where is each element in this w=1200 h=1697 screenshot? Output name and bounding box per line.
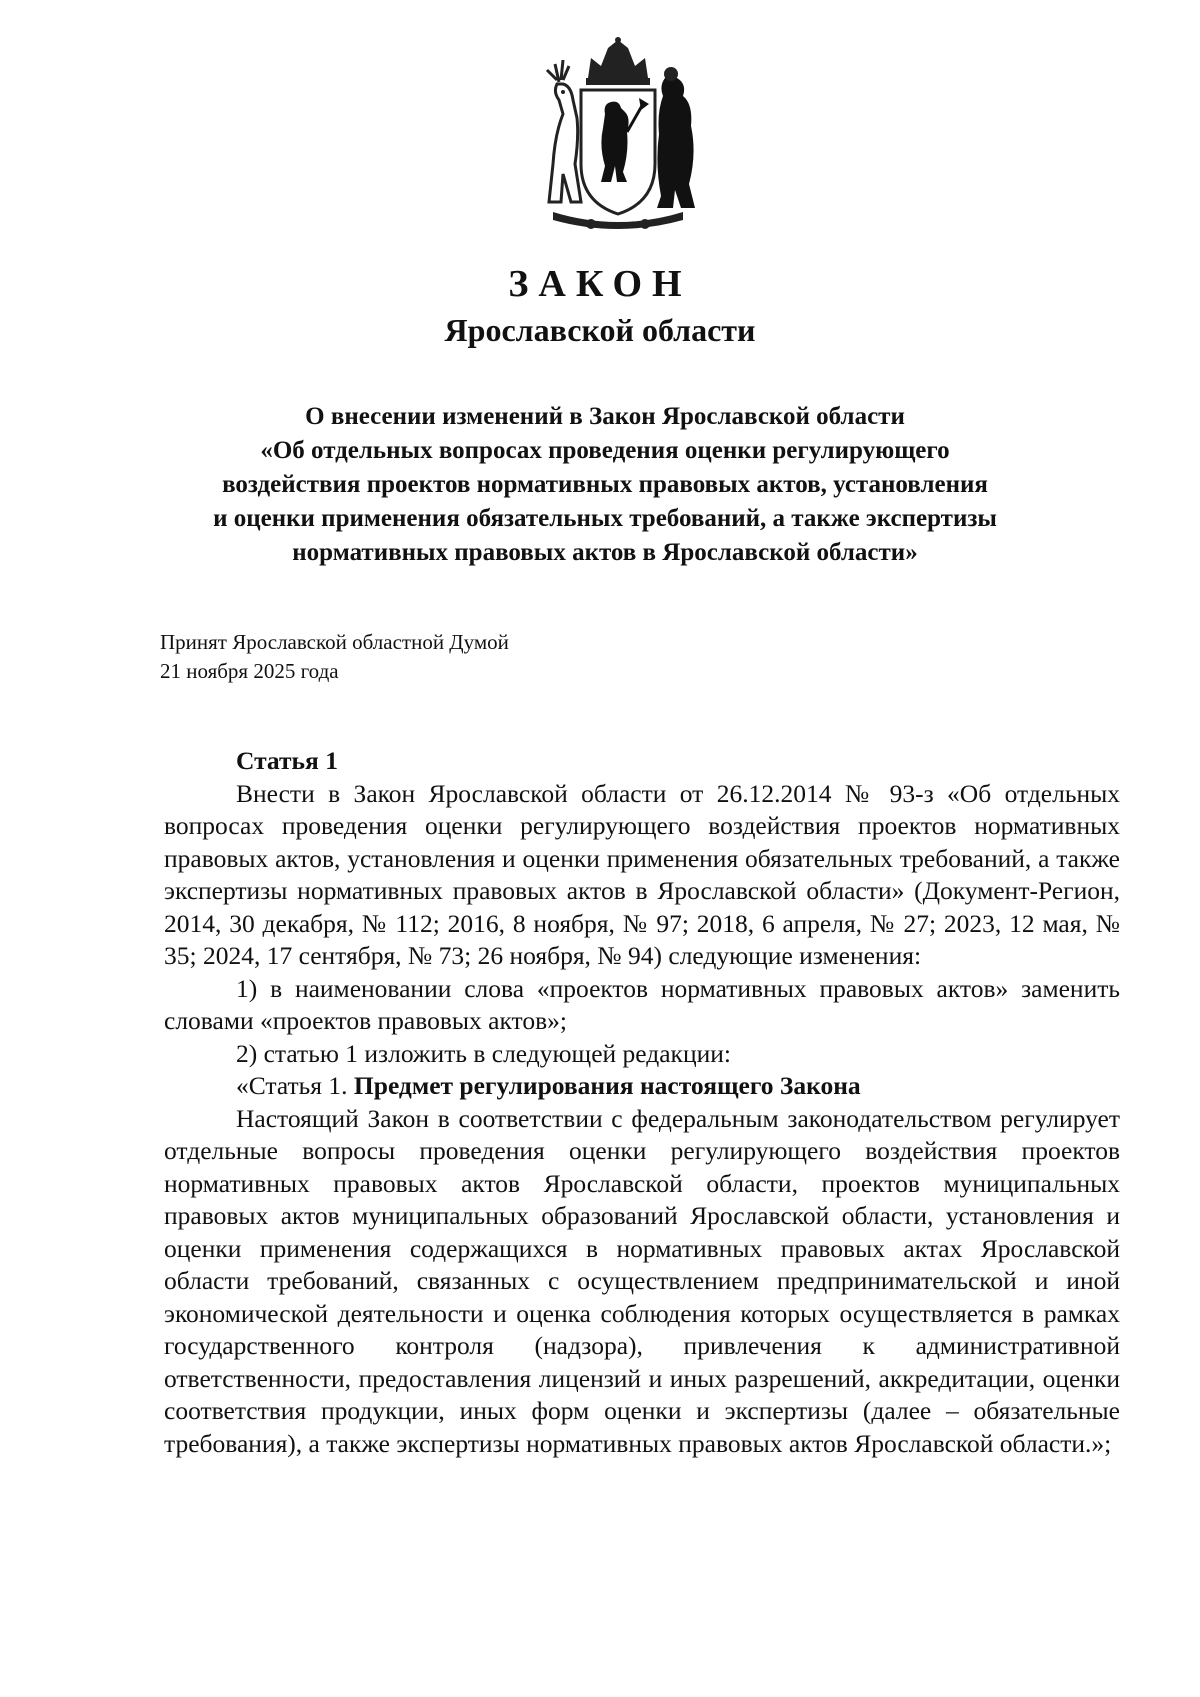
article-1 [164,745,1120,1460]
article-intro-paragraph: Внести в Закон Ярославской области от 26.12.2014 № 93-з «Об отдельных вопросах проведения оценки регулирующего воздействия проектов нормативных правовых актов, установления и оценки применения обязательных требований, а также экспертизы нормативных правовых актов в Ярославской области» (Документ-Регион, 2014, 30 декабря, № 112; 2016, 8 ноября, № 97; 2018, 6 апреля, № 27; 2023, 12 мая, № 35; 2024, 17 сентября, № 73; 26 ноября, № 94) следующие изменения: [164,778,1120,970]
law-title-line: нормативных правовых актов в Ярославской области» [292,539,918,566]
law-title-line: «Об отдельных вопросах проведения оценки регулирующего [260,437,950,464]
law-title [150,400,1060,570]
adoption-note [160,628,509,686]
amendment-item-1: 1) в наименовании слова «проектов нормативных правовых актов» заменить словами «проектов правовых актов»; [164,973,1120,1035]
adoption-date: 21 ноября 2025 года [160,659,339,683]
quoted-article-title: Предмет регулирования настоящего Закона [353,1071,861,1100]
adoption-body: Принят Ярославской областной Думой [160,630,509,654]
law-word: ЗАКОН [508,263,692,305]
quoted-article-prefix: «Статья 1. [236,1071,354,1100]
law-title-line: воздействия проектов нормативных правовых актов, установления [222,471,988,498]
region-name: Ярославской области [444,312,756,348]
quoted-article-heading [164,1070,1120,1103]
yaroslavl-oblast-coat-of-arms-icon [533,34,703,236]
law-title-line: и оценки применения обязательных требований, а также экспертизы [213,505,997,532]
quoted-article-text: Настоящий Закон в соответствии с федеральным законодательством регулирует отдельные вопросы проведения оценки регулирующего воздействия проектов нормативных правовых актов Ярославской области, проектов муниципальных правовых актов муниципальных образований Ярославской области, установления и оценки применения содержащихся в нормативных правовых актах Ярославской области требований, связанных с осуществлением предпринимательской и иной экономической деятельности и оценка соблюдения которых осуществляется в рамках государственного контроля (надзора), привлечения к административной ответственности, предоставления лицензий и иных разрешений, аккредитации, оценки соответствия продукции, иных форм оценки и экспертизы (далее – обязательные требования), а также экспертизы нормативных правовых актов Ярославской области.»; [164,1103,1120,1458]
law-title-line: О внесении изменений в Закон Ярославской области [305,403,905,430]
amendment-item-2: 2) статью 1 изложить в следующей редакции: [236,1038,731,1068]
article-heading: Статья 1 [236,746,338,775]
